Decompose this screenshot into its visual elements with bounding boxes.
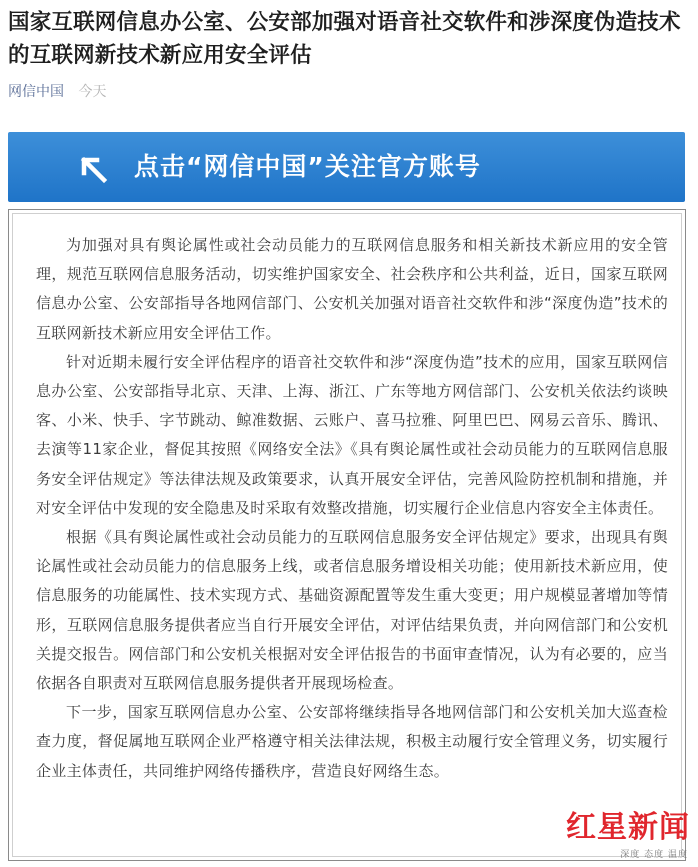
watermark-logo-text: 红星新闻 <box>566 810 690 845</box>
article-paragraph-2: 针对近期未履行安全评估程序的语音社交软件和涉“深度伪造”技术的应用，国家互联网信息办公室、公安部指导北京、天津、上海、浙江、广东等地方网信部门、公安机关依法约谈映客、小米、快手、字节跳动、鲸准数据、云账户、喜马拉雅、阿里巴巴、网易云音乐、腾讯、去演等11家企业，督促其按照《网络安全法》《具有舆论属性或社会动员能力的互联网信息服务安全评估规定》等法律法规及政策要求，认真开展安全评估，完善风险防控机制和措施，并对安全评估中发现的安全隐患及时采取有效整改措施，切实履行企业信息内容安全主体责任。 <box>36 352 668 517</box>
red-star-news-watermark <box>560 809 692 859</box>
follow-banner-text: 点击“网信中国”关注官方账号 <box>134 152 481 181</box>
follow-account-banner[interactable] <box>8 132 685 202</box>
article-title: 国家互联网信息办公室、公安部加强对语音社交软件和涉深度伪造技术的互联网新技术新应用安全评估 <box>8 10 681 68</box>
publish-time: 今天 <box>78 84 107 100</box>
article-body <box>36 231 668 786</box>
watermark-slogan: 深度 态度 温度 <box>620 850 688 860</box>
arrow-up-left-icon <box>80 156 108 184</box>
account-name-link[interactable]: 网信中国 <box>8 84 64 100</box>
article-paragraph-3: 根据《具有舆论属性或社会动员能力的互联网信息服务安全评估规定》要求，出现具有舆论属性或社会动员能力的信息服务上线，或者信息服务增设相关功能；使用新技术新应用，使信息服务的功能属性、技术实现方式、基础资源配置等发生重大变更；用户规模显著增加等情形，互联网信息服务提供者应当自行开展安全评估，对评估结果负责，并向网信部门和公安机关提交报告。网信部门和公安机关根据对安全评估报告的书面审查情况，认为有必要的，应当依据各自职责对互联网信息服务提供者开展现场检查。 <box>36 528 668 693</box>
article-meta <box>8 82 106 102</box>
article-body-frame <box>8 209 686 861</box>
article-paragraph-1: 为加强对具有舆论属性或社会动员能力的互联网信息服务和相关新技术新应用的安全管理，规范互联网信息服务活动，切实维护国家安全、社会秩序和公共利益，近日，国家互联网信息办公室、公安部指导各地网信部门、公安机关加强对语音社交软件和涉“深度伪造”技术的互联网新技术新应用安全评估工作。 <box>36 236 668 342</box>
article-paragraph-4: 下一步，国家互联网信息办公室、公安部将继续指导各地网信部门和公安机关加大巡查检查力度，督促属地互联网企业严格遵守相关法律法规，积极主动履行安全管理义务，切实履行企业主体责任，共同维护网络传播秩序，营造良好网络生态。 <box>36 703 668 780</box>
